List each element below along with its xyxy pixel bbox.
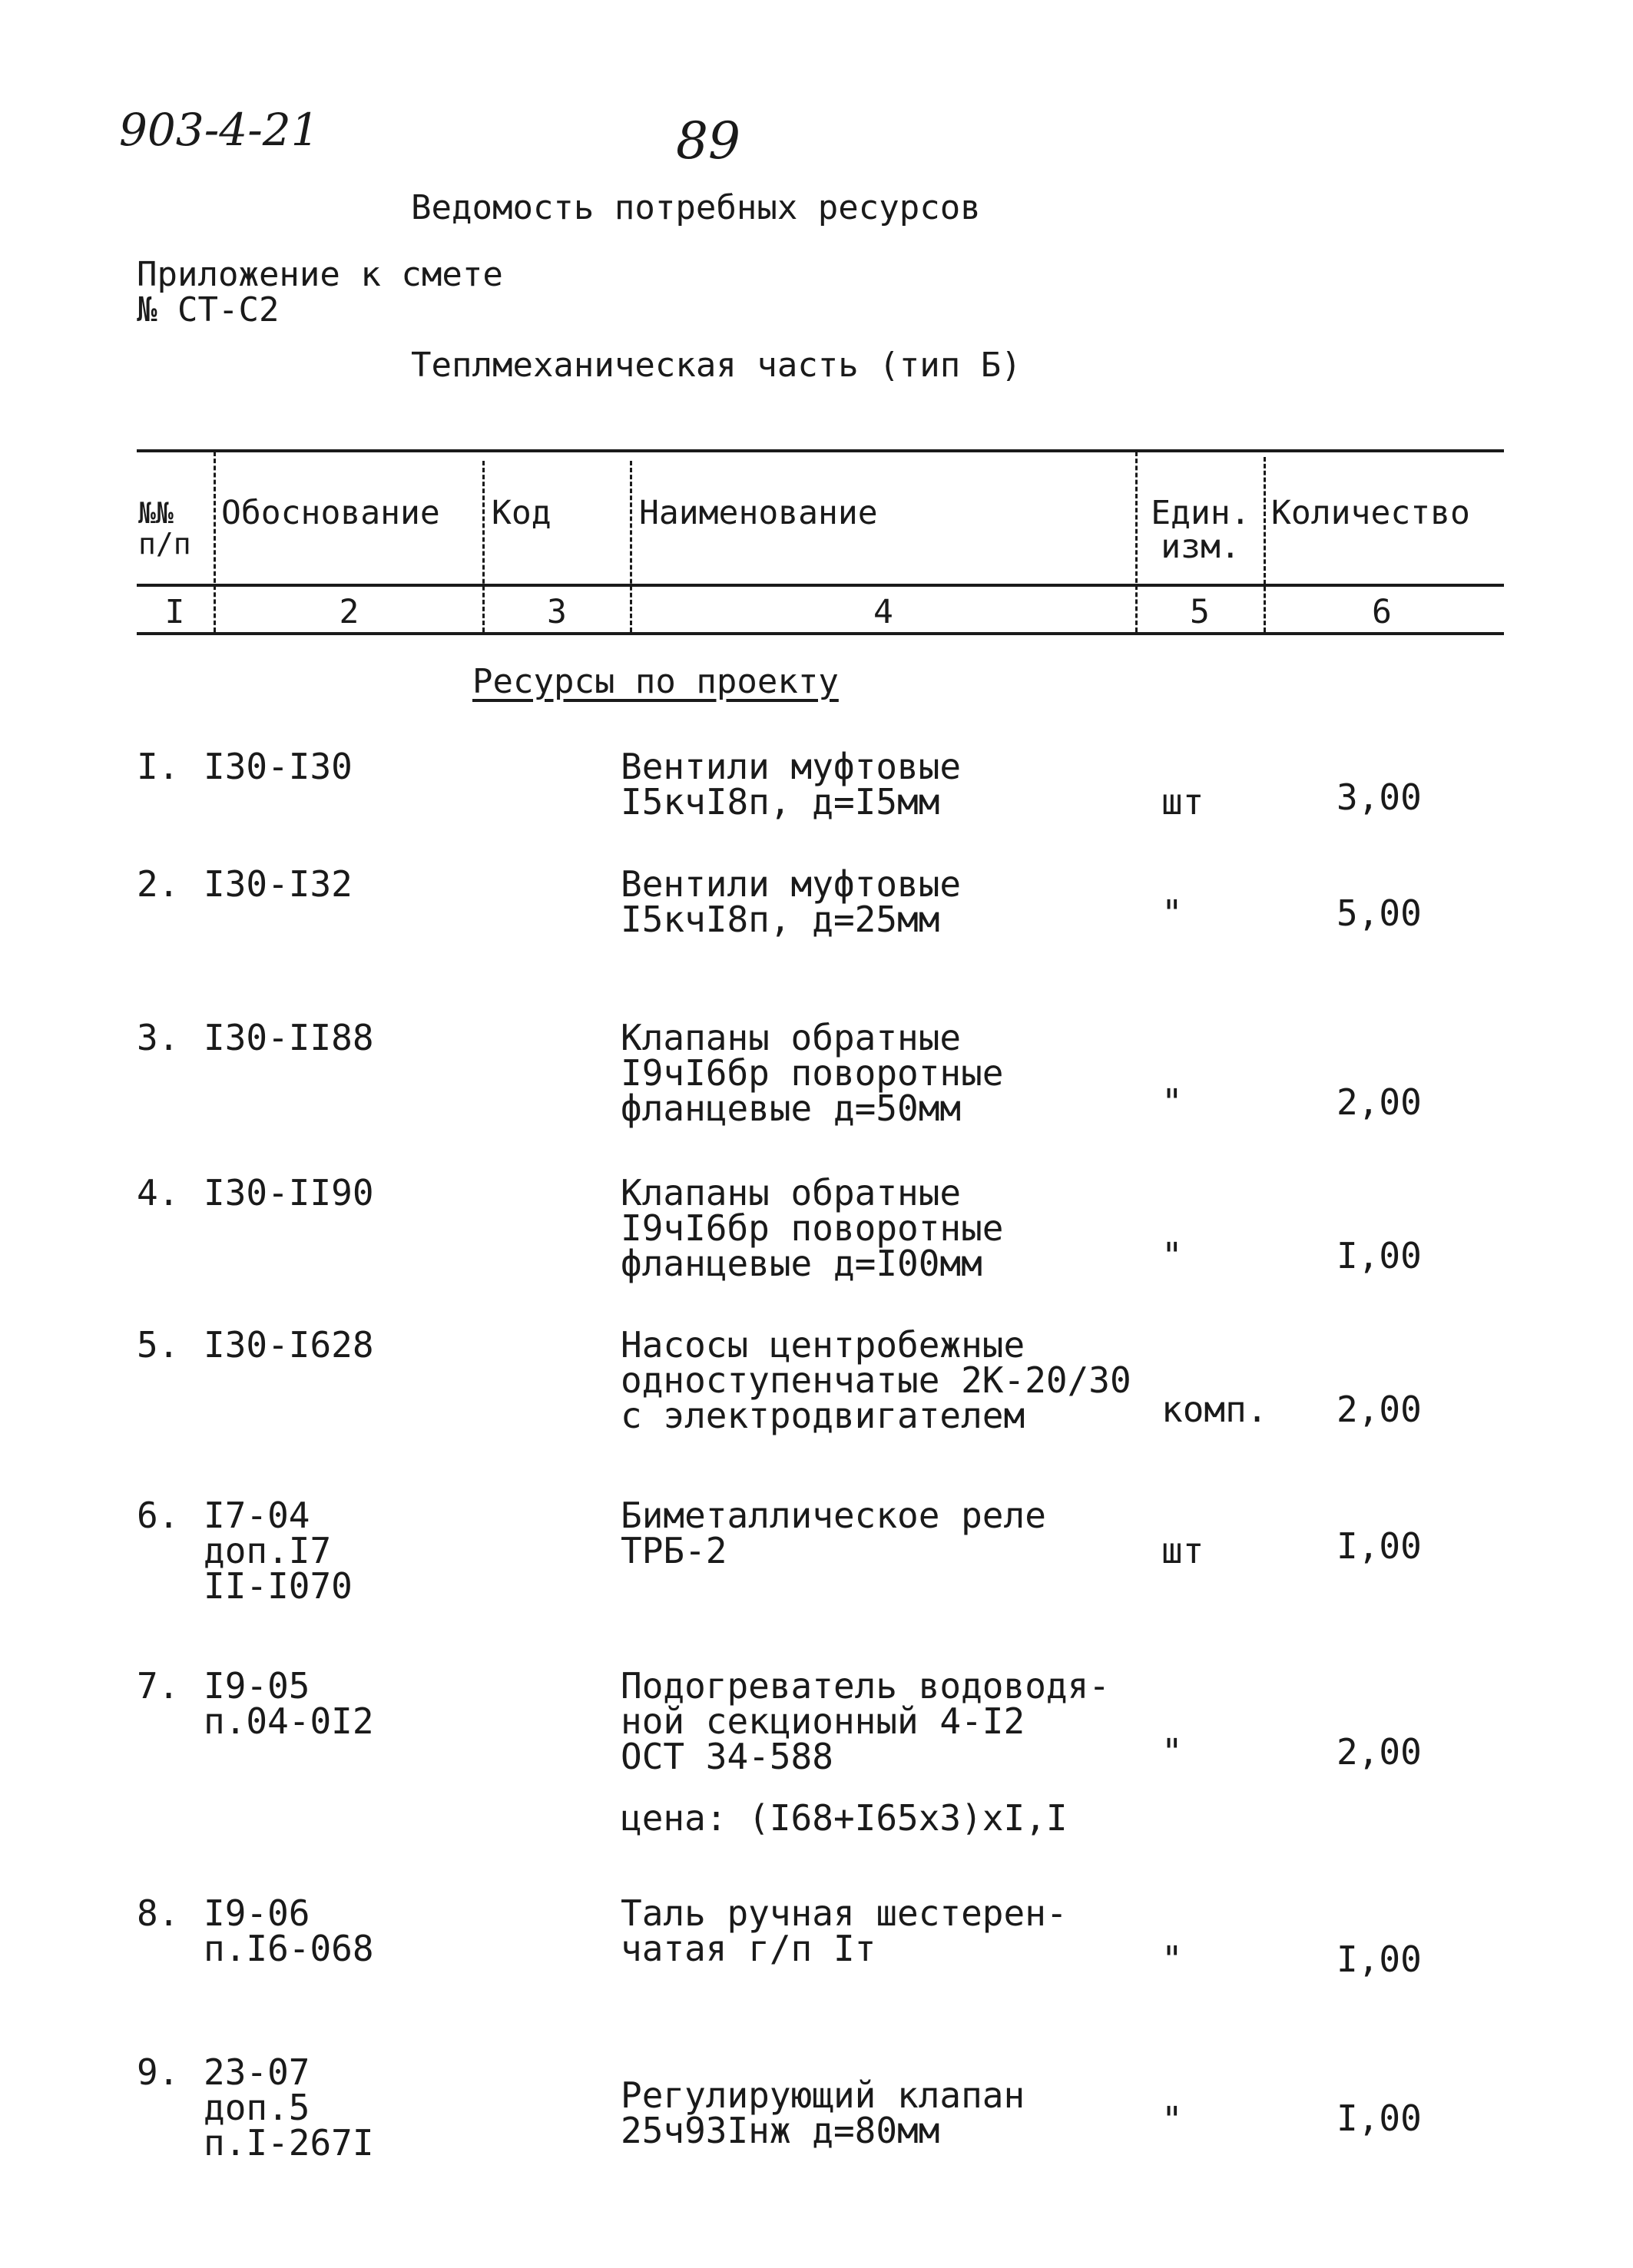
row-number: 9. <box>137 2051 180 2093</box>
row-number: 5. <box>137 1324 180 1366</box>
row-unit: " <box>1161 2099 1183 2141</box>
column-index: 5 <box>1190 593 1210 631</box>
row-quantity: I,00 <box>1337 1235 1422 1276</box>
row-number: 4. <box>137 1172 180 1213</box>
row-unit: " <box>1161 1731 1183 1773</box>
column-index: 4 <box>873 593 893 631</box>
row-unit: комп. <box>1161 1389 1268 1430</box>
row-basis: I7-04 доп.I7 II-I070 <box>204 1495 353 1607</box>
column-divider <box>214 452 216 632</box>
row-number: 7. <box>137 1665 180 1707</box>
price-formula: цена: (I68+I65х3)хI,I <box>621 1797 1068 1839</box>
row-unit: шт <box>1161 781 1204 823</box>
page-number: 89 <box>676 111 740 171</box>
column-divider <box>1264 457 1266 632</box>
document-title: Ведомость потребных ресурсов <box>411 188 981 227</box>
row-basis: I30-II90 <box>204 1172 374 1213</box>
column-index: I <box>164 593 185 631</box>
row-name: Регулирующий клапан 25ч93Iнж д=80мм <box>621 2074 1025 2151</box>
row-quantity: 3,00 <box>1337 776 1422 818</box>
row-quantity: 2,00 <box>1337 1731 1422 1773</box>
row-quantity: I,00 <box>1337 1525 1422 1567</box>
row-name: Вентили муфтовые I5кчI8п, д=I5мм <box>621 746 962 823</box>
row-basis: I9-05 п.04-0I2 <box>204 1665 374 1742</box>
column-divider <box>482 461 485 632</box>
row-number: 2. <box>137 863 180 905</box>
table-top-rule <box>137 449 1504 452</box>
row-quantity: 2,00 <box>1337 1389 1422 1430</box>
row-name: Клапаны обратные I9чI6бр поворотные фланцевые д=50мм <box>621 1017 1004 1129</box>
row-number: I. <box>137 746 180 787</box>
row-name: Насосы центробежные одноступенчатые 2К-20/30 с электродвигателем <box>621 1324 1131 1436</box>
column-header-code: Код <box>492 494 552 532</box>
column-divider <box>630 461 632 632</box>
row-quantity: I,00 <box>1337 2097 1422 2139</box>
row-unit: " <box>1161 892 1183 934</box>
row-basis: I30-I628 <box>204 1324 374 1366</box>
estimate-number: № СТ-С2 <box>137 290 280 329</box>
row-number: 8. <box>137 1892 180 1934</box>
row-quantity: 2,00 <box>1337 1081 1422 1123</box>
document-code: 903-4-21 <box>119 104 320 156</box>
appendix-line: Приложение к смете <box>137 255 503 294</box>
row-name: Подогреватель водоводя- ной секционный 4-I2 ОСТ 34-588 <box>621 1665 1110 1777</box>
row-unit: " <box>1161 1235 1183 1276</box>
column-header-basis: Обоснование <box>221 494 440 532</box>
row-name: Вентили муфтовые I5кчI8п, д=25мм <box>621 863 962 940</box>
header-rule <box>137 584 1504 587</box>
appendix-note <box>137 257 503 328</box>
column-header-name: Наименование <box>639 494 878 532</box>
row-number: 3. <box>137 1017 180 1058</box>
row-basis: 23-07 доп.5 п.I-267I <box>204 2051 374 2164</box>
row-basis: I30-II88 <box>204 1017 374 1058</box>
row-quantity: I,00 <box>1337 1939 1422 1980</box>
column-divider <box>1135 452 1138 632</box>
column-header-quantity: Количество <box>1271 494 1470 532</box>
row-basis: I30-I32 <box>204 863 353 905</box>
row-basis: I30-I30 <box>204 746 353 787</box>
column-header-unit: Един. изм. <box>1151 494 1250 566</box>
row-name: Таль ручная шестерен- чатая г/п Iт <box>621 1892 1068 1969</box>
row-unit: шт <box>1161 1530 1204 1571</box>
column-header-number: №№ п/п <box>138 496 191 561</box>
resources-subheading: Ресурсы по проекту <box>472 662 839 701</box>
row-basis: I9-06 п.I6-068 <box>204 1892 374 1969</box>
row-number: 6. <box>137 1495 180 1536</box>
row-unit: " <box>1161 1081 1183 1123</box>
column-index: 6 <box>1372 593 1392 631</box>
index-rule <box>137 632 1504 635</box>
row-quantity: 5,00 <box>1337 892 1422 934</box>
column-index: 3 <box>547 593 567 631</box>
row-unit: " <box>1161 1939 1183 1980</box>
row-name: Клапаны обратные I9чI6бр поворотные фланцевые д=I00мм <box>621 1172 1004 1284</box>
section-title: Теплмеханическая часть (тип Б) <box>411 346 1022 385</box>
column-index: 2 <box>339 593 359 631</box>
row-name: Биметаллическое реле ТРБ-2 <box>621 1495 1046 1571</box>
